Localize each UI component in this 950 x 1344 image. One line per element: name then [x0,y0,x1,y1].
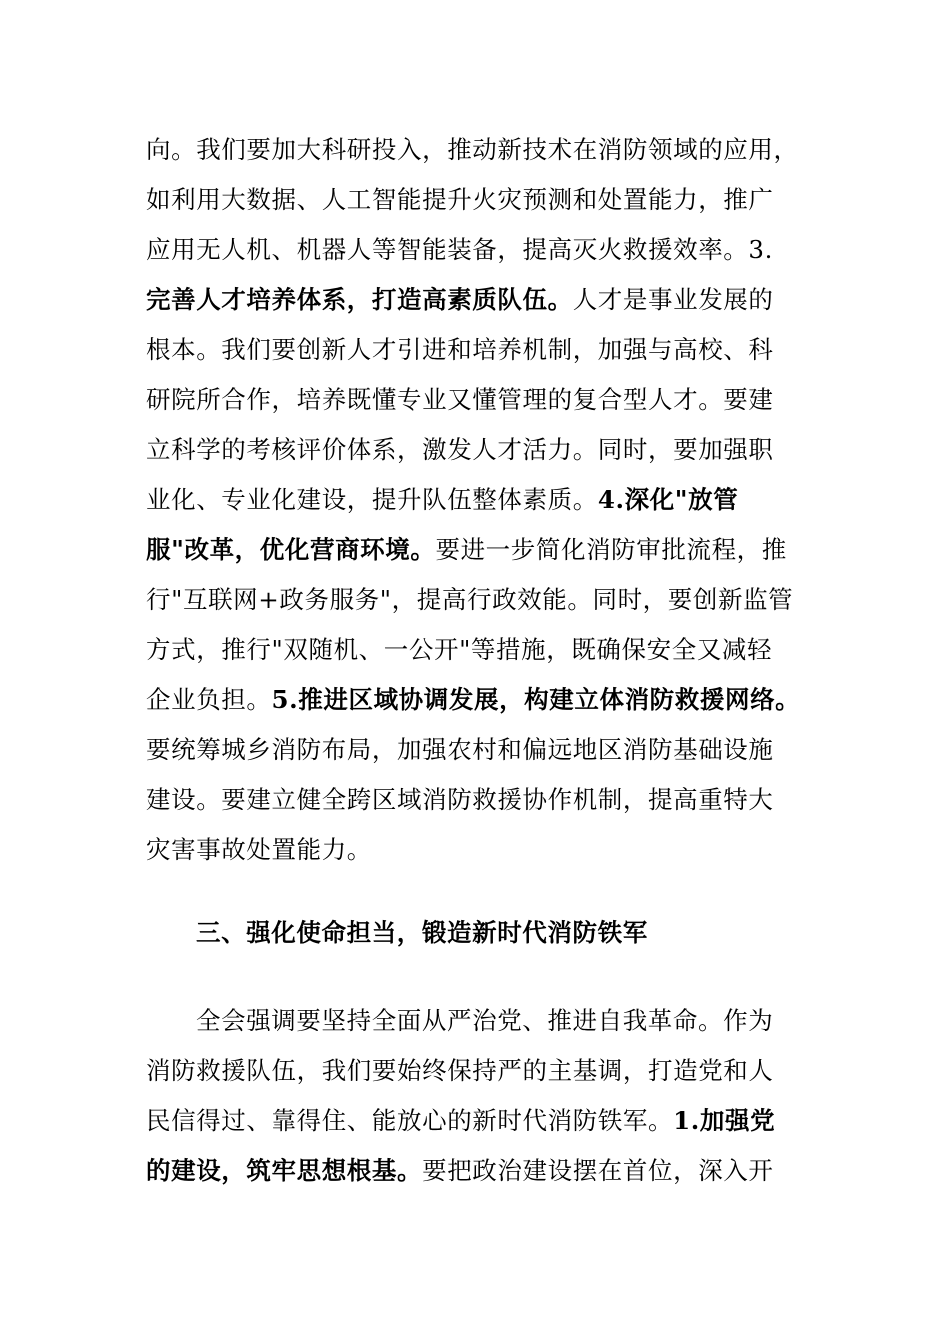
bold-heading: 服"改革，优化营商环境。 [146,535,436,564]
paragraph-line: 建设。要建立健全跨区域消防救援协作机制，提高重特大 [146,785,774,814]
paragraph-line: 服"改革，优化营商环境。要进一步简化消防审批流程，推 [146,535,787,564]
paragraph-line: 立科学的考核评价体系，激发人才活力。同时，要加强职 [146,435,774,464]
bold-heading: 1.加强党 [673,1106,776,1135]
paragraph-line: 全会强调要坚持全面从严治党、推进自我革命。作为 [196,1006,774,1035]
paragraph-line: 企业负担。5.推进区域协调发展，构建立体消防救援网络。 [146,685,801,714]
paragraph-line: 如利用大数据、人工智能提升火灾预测和处置能力，推广 [146,185,774,214]
paragraph-line: 行"互联网+政务服务"，提高行政效能。同时，要创新监管 [146,585,794,614]
paragraph-line: 灾害事故处置能力。 [146,835,372,864]
paragraph-line: 完善人才培养体系，打造高素质队伍。人才是事业发展的 [146,285,774,314]
paragraph-line: 根本。我们要创新人才引进和培养机制，加强与高校、科 [146,335,774,364]
bold-heading: 4.深化"放管 [597,485,739,514]
paragraph-line: 方式，推行"双随机、一公开"等措施，既确保安全又减轻 [146,635,773,664]
paragraph-line: 民信得过、靠得住、能放心的新时代消防铁军。1.加强党 [146,1106,776,1135]
paragraph-line: 向。我们要加大科研投入，推动新技术在消防领域的应用， [146,135,799,164]
bold-heading: 5.推进区域协调发展，构建立体消防救援网络。 [271,685,801,714]
paragraph-line: 的建设，筑牢思想根基。要把政治建设摆在首位，深入开 [146,1156,774,1185]
paragraph-line: 应用无人机、机器人等智能装备，提高灭火救援效率。3. [146,235,773,264]
paragraph-line: 要统筹城乡消防布局，加强农村和偏远地区消防基础设施 [146,735,774,764]
bold-heading: 完善人才培养体系，打造高素质队伍。 [146,285,573,314]
paragraph-line: 研院所合作，培养既懂专业又懂管理的复合型人才。要建 [146,385,774,414]
bold-heading: 的建设，筑牢思想根基。 [146,1156,423,1185]
paragraph-line: 业化、专业化建设，提升队伍整体素质。4.深化"放管 [146,485,739,514]
section-heading: 三、强化使命担当，锻造新时代消防铁军 [196,918,648,947]
paragraph-line: 消防救援队伍，我们要始终保持严的主基调，打造党和人 [146,1056,774,1085]
